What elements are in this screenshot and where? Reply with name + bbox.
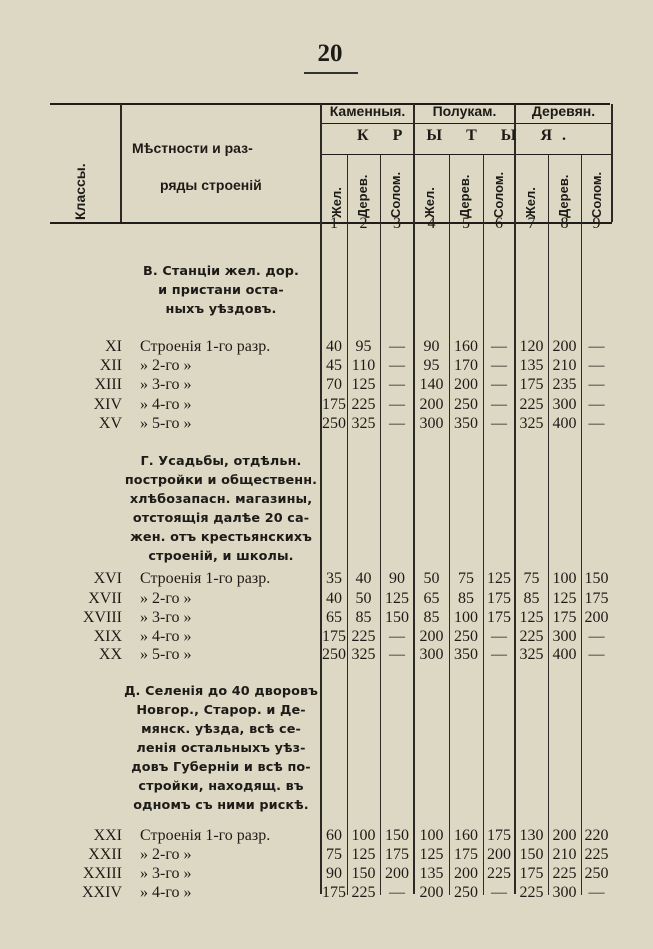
table-cell: 225	[519, 396, 544, 413]
section-title-line: постройки и общественн.	[124, 473, 318, 488]
table-cell: —	[389, 646, 405, 663]
table-cell: —	[588, 376, 605, 393]
class-numeral: XXIV	[82, 884, 122, 901]
building-group-3: Деревян.	[531, 103, 596, 119]
section-title-line: ленія остальныхъ уѣз-	[136, 741, 306, 756]
column-rule-8	[581, 155, 582, 895]
table-cell: —	[588, 628, 605, 645]
table-cell: 200	[419, 884, 444, 901]
table-cell: 125	[487, 570, 511, 587]
table-cell: —	[588, 884, 605, 901]
table-cell: 90	[423, 338, 440, 355]
table-cell: 125	[351, 376, 376, 393]
class-numeral: XXI	[93, 827, 122, 844]
table-cell: 225	[519, 628, 544, 645]
table-cell: —	[389, 415, 405, 432]
class-numeral: XIX	[93, 628, 122, 645]
table-cell: 350	[454, 415, 478, 432]
table-cell: 235	[552, 376, 577, 393]
table-cell: 85	[523, 590, 540, 607]
table-cell: 70	[326, 376, 342, 393]
row-label: » 5-го »	[140, 415, 192, 432]
table-cell: 175	[487, 590, 511, 607]
row-label: » 3-го »	[140, 376, 192, 393]
table-cell: —	[389, 628, 405, 645]
table-cell: 250	[454, 628, 478, 645]
roof-type-4: Жел.	[422, 187, 437, 218]
section-title-3	[124, 682, 318, 815]
table-cell: 95	[423, 357, 440, 374]
table-cell: 90	[389, 570, 405, 587]
building-group-2: Полукам.	[432, 103, 497, 119]
row-label: Строенія 1-го разр.	[140, 338, 271, 355]
table-cell: 225	[519, 884, 544, 901]
table-cell: 65	[423, 590, 440, 607]
table-cell: 175	[519, 865, 544, 882]
row-label: » 2-го »	[140, 357, 192, 374]
table-cell: —	[491, 884, 507, 901]
page-number-rule	[304, 72, 358, 74]
table-cell: 35	[326, 570, 342, 587]
section-title-line: и пристани оста-	[158, 283, 284, 298]
table-cell: 75	[523, 570, 540, 587]
table-cell: —	[588, 338, 605, 355]
table-cell: 225	[552, 865, 577, 882]
table-cell: 130	[519, 827, 544, 844]
table-cell: 120	[519, 338, 544, 355]
row-label: » 3-го »	[140, 865, 192, 882]
table-cell: 45	[326, 357, 342, 374]
table-cell: —	[389, 396, 405, 413]
table-cell: 200	[454, 865, 478, 882]
table-cell: 100	[351, 827, 376, 844]
table-cell: —	[491, 396, 507, 413]
column-rule-4	[449, 155, 450, 895]
table-cell: 125	[419, 846, 444, 863]
column-number-8: 8	[560, 215, 569, 232]
table-cell: 85	[355, 609, 372, 626]
classes-header: Классы.	[72, 163, 88, 220]
table-cell: 210	[552, 846, 577, 863]
table-cell: 200	[552, 827, 577, 844]
roof-type-5: Дерев.	[457, 174, 472, 218]
row-label: Строенія 1-го разр.	[140, 827, 271, 844]
table-cell: 250	[584, 865, 609, 882]
roof-type-1: Жел.	[329, 187, 344, 218]
classes-column-rule	[120, 104, 122, 222]
table-cell: 325	[351, 646, 376, 663]
section-title-line: строеній, и школы.	[148, 549, 294, 564]
table-cell: 325	[519, 646, 544, 663]
table-cell: 75	[458, 570, 474, 587]
roof-type-2: Дерев.	[355, 174, 370, 218]
column-number-3: 3	[393, 215, 401, 232]
group-header-rule	[321, 123, 612, 124]
table-cell: 225	[351, 884, 376, 901]
column-number-2: 2	[359, 215, 368, 232]
table-cell: 200	[584, 609, 609, 626]
table-cell: 140	[419, 376, 444, 393]
table-cell: 400	[552, 646, 577, 663]
row-label: » 4-го »	[140, 628, 192, 645]
table-cell: —	[491, 357, 507, 374]
roof-type-7: Жел.	[523, 187, 538, 218]
column-number-6: 6	[495, 215, 503, 232]
row-label: Строенія 1-го разр.	[140, 570, 271, 587]
column-number-5: 5	[462, 215, 470, 232]
section-title-line: Новгор., Старор. и Де-	[136, 703, 306, 718]
table-cell: 50	[355, 590, 372, 607]
table-cell: —	[491, 415, 507, 432]
localities-header-line-2: ряды строеній	[160, 177, 262, 193]
table-cell: 300	[419, 646, 444, 663]
table-cell: 100	[552, 570, 577, 587]
table-cell: 95	[355, 338, 372, 355]
table-cell: —	[491, 376, 507, 393]
table-cell: 50	[423, 570, 440, 587]
table-cell: 175	[322, 884, 346, 901]
table-cell: 300	[552, 884, 577, 901]
table-cell: 175	[552, 609, 577, 626]
section-title-line: одномъ съ ними рискѣ.	[133, 798, 309, 813]
table-cell: 110	[351, 357, 376, 374]
table-cell: 150	[351, 865, 376, 882]
table-cell: 40	[326, 338, 342, 355]
table-cell: 65	[326, 609, 342, 626]
class-numeral: XIII	[94, 376, 122, 393]
table-cell: 210	[552, 357, 577, 374]
class-numeral: XIV	[93, 396, 122, 413]
section-title-line: отстоящія далѣе 20 са-	[132, 511, 310, 526]
table-cell: 200	[454, 376, 478, 393]
section-title-line: мянск. уѣзда, всѣ се-	[141, 722, 301, 737]
table-cell: 325	[519, 415, 544, 432]
table-cell: —	[588, 396, 605, 413]
table-cell: 175	[519, 376, 544, 393]
class-numeral: XX	[98, 646, 122, 663]
column-number-4: 4	[427, 215, 436, 232]
table-cell: 170	[454, 357, 478, 374]
row-label: » 4-го »	[140, 396, 192, 413]
building-group-1: Каменныя.	[329, 103, 406, 119]
table-cell: 250	[322, 646, 346, 663]
table-cell: 85	[458, 590, 474, 607]
table-cell: 175	[487, 827, 511, 844]
table-cell: 200	[419, 396, 444, 413]
table-cell: —	[389, 884, 405, 901]
row-label: » 3-го »	[140, 609, 192, 626]
table-cell: 135	[419, 865, 444, 882]
table-cell: 125	[385, 590, 409, 607]
table-cell: 300	[419, 415, 444, 432]
table-cell: 135	[519, 357, 544, 374]
section-title-line: стройки, находящ. въ	[138, 779, 304, 794]
table-cell: 40	[326, 590, 342, 607]
class-numeral: XVIII	[82, 609, 122, 626]
column-number-1: 1	[330, 215, 338, 232]
class-numeral: XV	[98, 415, 122, 432]
roofed-rule	[321, 154, 612, 155]
table-cell: 300	[552, 628, 577, 645]
table-cell: 175	[584, 590, 609, 607]
column-rule-7	[548, 155, 549, 895]
localities-header-line-1: Мѣстности и раз-	[132, 140, 253, 156]
section-title-line: В. Станціи жел. дор.	[143, 264, 299, 279]
table-cell: —	[588, 357, 605, 374]
table-cell: —	[491, 646, 507, 663]
row-label: » 2-го »	[140, 590, 192, 607]
table-cell: 175	[385, 846, 409, 863]
column-rule-1	[347, 155, 348, 895]
table-cell: 175	[322, 396, 346, 413]
right-border-rule	[611, 104, 613, 222]
table-cell: 250	[322, 415, 346, 432]
table-cell: 300	[552, 396, 577, 413]
table-cell: 100	[419, 827, 444, 844]
roof-type-9: Солом.	[589, 171, 604, 218]
table-cell: —	[389, 338, 405, 355]
table-cell: 350	[454, 646, 478, 663]
roofed-header: К Р Ы Т Ы Я.	[356, 127, 577, 144]
table-cell: 125	[519, 609, 544, 626]
table-cell: 75	[326, 846, 342, 863]
table-cell: 125	[552, 590, 577, 607]
table-cell: 400	[552, 415, 577, 432]
page-number: 20	[317, 40, 343, 67]
table-cell: 225	[487, 865, 511, 882]
table-cell: —	[389, 376, 405, 393]
section-title-line: Д. Селенія до 40 дворовъ	[124, 684, 318, 699]
table-cell: 150	[385, 609, 409, 626]
class-numeral: XXIII	[82, 865, 122, 882]
table-cell: 100	[454, 609, 478, 626]
class-numeral: XVII	[88, 590, 122, 607]
table-cell: 250	[454, 884, 478, 901]
section-title-line: довъ Губерніи и всѣ по-	[131, 760, 311, 775]
section-title-line: жен. отъ крестьянскихъ	[130, 530, 312, 545]
section-title-2	[124, 452, 318, 566]
column-number-9: 9	[592, 215, 601, 232]
roof-type-3: Солом.	[388, 171, 403, 218]
row-label: » 5-го »	[140, 646, 192, 663]
section-title-line: ныхъ уѣздовъ.	[165, 302, 277, 317]
table-cell: 225	[351, 628, 376, 645]
table-cell: 200	[419, 628, 444, 645]
table-cell: 225	[584, 846, 609, 863]
table-cell: 160	[454, 827, 478, 844]
table-cell: —	[491, 628, 507, 645]
table-cell: —	[588, 646, 605, 663]
table-cell: 200	[487, 846, 511, 863]
table-cell: 200	[385, 865, 409, 882]
section-title-line: хлѣбозапасн. магазины,	[129, 492, 313, 507]
table-cell: 250	[454, 396, 478, 413]
table-cell: 160	[454, 338, 478, 355]
roof-type-6: Солом.	[491, 171, 506, 218]
table-cell: 40	[355, 570, 372, 587]
table-cell: 125	[351, 846, 376, 863]
column-rule-5	[483, 155, 484, 895]
table-cell: 325	[351, 415, 376, 432]
table-cell: 60	[326, 827, 342, 844]
table-cell: —	[491, 338, 507, 355]
table-cell: 85	[423, 609, 440, 626]
row-label: » 4-го »	[140, 884, 192, 901]
table-cell: 175	[322, 628, 346, 645]
roof-type-8: Дерев.	[556, 174, 571, 218]
class-numeral: XXII	[88, 846, 122, 863]
row-label: » 2-го »	[140, 846, 192, 863]
table-cell: 90	[326, 865, 342, 882]
table-cell: 200	[552, 338, 577, 355]
table-cell: —	[588, 415, 605, 432]
table-cell: —	[389, 357, 405, 374]
column-number-7: 7	[527, 215, 536, 232]
table-cell: 220	[584, 827, 609, 844]
class-numeral: XVI	[93, 570, 122, 587]
table-cell: 150	[584, 570, 609, 587]
table-cell: 175	[487, 609, 511, 626]
table-cell: 150	[519, 846, 544, 863]
table-cell: 175	[454, 846, 478, 863]
class-numeral: XI	[105, 338, 122, 355]
section-title-1	[124, 262, 318, 319]
table-cell: 225	[351, 396, 376, 413]
section-title-line: Г. Усадьбы, отдѣльн.	[140, 454, 302, 469]
table-cell: 150	[385, 827, 409, 844]
column-rule-2	[380, 155, 381, 895]
class-numeral: XII	[99, 357, 122, 374]
